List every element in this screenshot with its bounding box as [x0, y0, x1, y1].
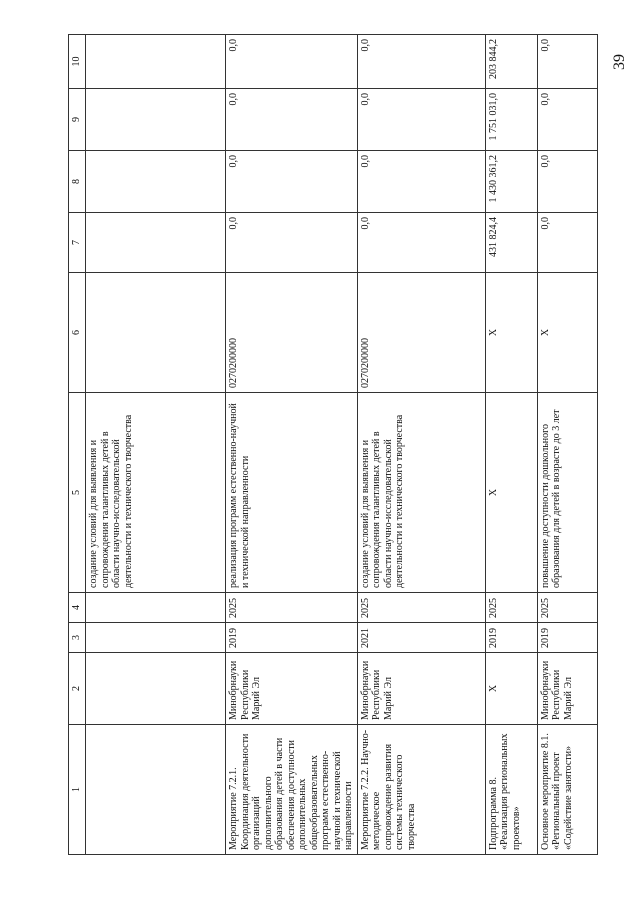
cell-end-year: 2025: [485, 593, 537, 623]
cell-v7: 0,0: [537, 213, 597, 273]
cell-result: Х: [485, 393, 537, 593]
cell-end-year: 2025: [357, 593, 485, 623]
cell-v10: 203 844,2: [485, 35, 537, 89]
cell-event: Подпрограмма 8. «Реализация региональных проектов»: [485, 725, 537, 855]
cell-v7: 0,0: [357, 213, 485, 273]
cell-code: 0270200000: [226, 273, 358, 393]
cell-end-year: [86, 593, 226, 623]
header-col-1: 1: [69, 725, 86, 855]
cell-result: создание условий для выявления и сопровождения талантливых детей в области научно-исследовательской деятельности и технического творчества: [357, 393, 485, 593]
cell-v7: 431 824,4: [485, 213, 537, 273]
cell-v8: [86, 151, 226, 213]
table-row: [537, 35, 597, 855]
cell-v7: [86, 213, 226, 273]
cell-start-year: 2019: [226, 623, 358, 653]
header-col-2: 2: [69, 653, 86, 725]
cell-v9: 0,0: [357, 89, 485, 151]
cell-start-year: [86, 623, 226, 653]
cell-v10: 0,0: [537, 35, 597, 89]
cell-v9: 0,0: [226, 89, 358, 151]
cell-executor: Минобрнауки Республики Марий Эл: [357, 653, 485, 725]
cell-code: 0270200000: [357, 273, 485, 393]
cell-v9: [86, 89, 226, 151]
cell-v8: 0,0: [226, 151, 358, 213]
table-row: [226, 35, 358, 855]
table-row: [357, 35, 485, 855]
cell-code: [86, 273, 226, 393]
table-row: [485, 35, 537, 855]
header-col-3: 3: [69, 623, 86, 653]
cell-event: Основное мероприятие 8.1. «Региональный проект «Содействие занятости»: [537, 725, 597, 855]
header-col-8: 8: [69, 151, 86, 213]
cell-v10: 0,0: [357, 35, 485, 89]
cell-event: Мероприятие 7.2.1. Координация деятельности организаций дополнительного образования детей в части обеспечения доступности дополнительных общеобразовательных программ естественно-научной и технической направленности: [226, 725, 358, 855]
cell-v10: [86, 35, 226, 89]
cell-end-year: 2025: [537, 593, 597, 623]
cell-executor: Х: [485, 653, 537, 725]
cell-v10: 0,0: [226, 35, 358, 89]
rotated-table-container: [68, 39, 618, 855]
cell-event: [86, 725, 226, 855]
cell-executor: [86, 653, 226, 725]
header-col-7: 7: [69, 213, 86, 273]
cell-result: реализация программ естественно-научной и технической направленности: [226, 393, 358, 593]
cell-start-year: 2021: [357, 623, 485, 653]
cell-end-year: 2025: [226, 593, 358, 623]
table-row: [86, 35, 226, 855]
cell-v9: 1 751 031,0: [485, 89, 537, 151]
cell-executor: Минобрнауки Республики Марий Эл: [226, 653, 358, 725]
cell-executor: Минобрнауки Республики Марий Эл: [537, 653, 597, 725]
program-table: [68, 34, 598, 855]
cell-v7: 0,0: [226, 213, 358, 273]
cell-start-year: 2019: [485, 623, 537, 653]
cell-result: создание условий для выявления и сопровождения талантливых детей в области научно-исследовательской деятельности и технического творчества: [86, 393, 226, 593]
cell-result: повышение доступности дошкольного образования для детей в возрасте до 3 лет: [537, 393, 597, 593]
cell-code: Х: [485, 273, 537, 393]
cell-v8: 0,0: [357, 151, 485, 213]
header-col-6: 6: [69, 273, 86, 393]
cell-start-year: 2019: [537, 623, 597, 653]
header-row: [69, 35, 86, 855]
cell-v9: 0,0: [537, 89, 597, 151]
header-col-9: 9: [69, 89, 86, 151]
header-col-10: 10: [69, 35, 86, 89]
page-number: 39: [611, 54, 628, 70]
cell-event: Мероприятие 7.2.2. Научно-методическое сопровождение развития системы технического творчества: [357, 725, 485, 855]
cell-v8: 1 430 361,2: [485, 151, 537, 213]
cell-code: Х: [537, 273, 597, 393]
header-col-5: 5: [69, 393, 86, 593]
cell-v8: 0,0: [537, 151, 597, 213]
header-col-4: 4: [69, 593, 86, 623]
